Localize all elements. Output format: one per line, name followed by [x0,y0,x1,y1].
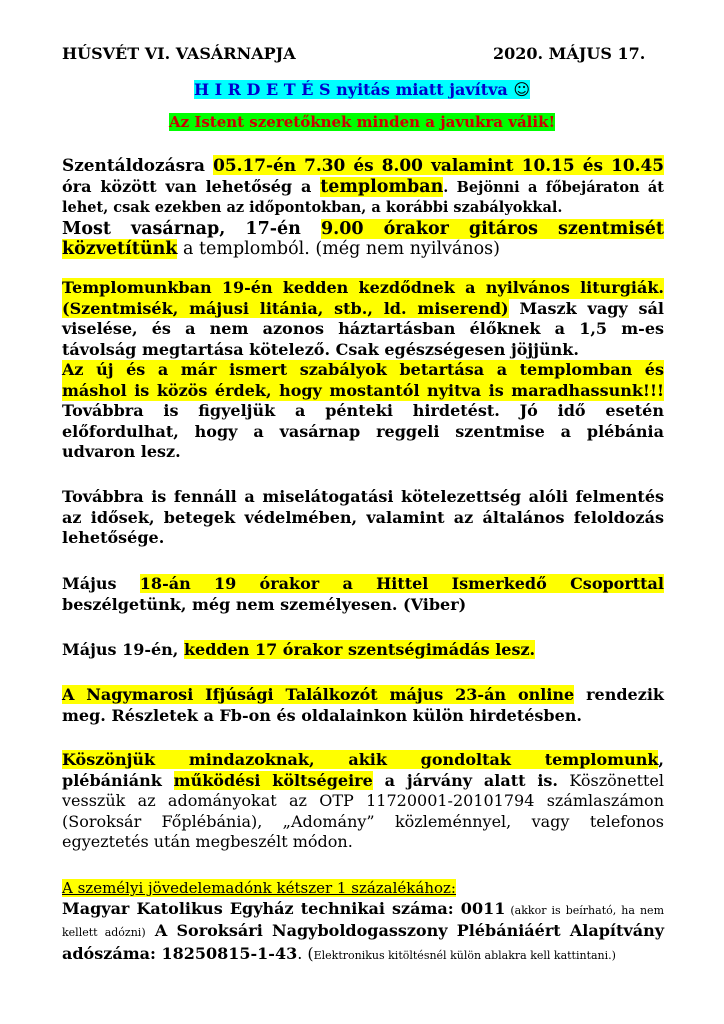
p4-line-1 [62,574,664,595]
p6-meeting: A Nagymarosi Ifjúsági Találkozót május 23-án online [62,685,575,704]
p2-line-3: viselése, és a nem azonos háztartásban élőknek a 1,5 m-es [62,319,664,338]
p1-broadcast: közvetítünk [62,239,178,259]
p7-thanks: Köszönjük mindazoknak, akik gondoltak templomunk [62,750,659,769]
p8-electronic: Elektronikus kitöltésnél külön ablakra kell kattintani.) [313,948,616,962]
motto-line [0,113,724,131]
p5-line-1 [62,640,664,661]
p1-line-4 [62,219,664,240]
p1-entry: . Bejönni a főbejáraton át [443,178,664,196]
p3-line-2: az idősek, betegek védelmében, valamint az általános feloldozás [62,507,664,527]
paragraph-thanks [62,750,664,853]
p5-date: Május 19-én, [62,640,184,659]
p6-organize: rendezik [574,685,664,704]
p2-line-7: Továbbra is figyeljük a pénteki hirdetést. Jó idő esetén [62,401,664,420]
p7-line-5: egyeztetés után megbeszélt módon. [62,832,353,851]
paragraph-liturgy [62,278,664,463]
paragraph-adoration [62,640,664,661]
p8-paren: . ( [297,943,314,963]
p7-parish: plébániánk [62,770,174,790]
p4-line-2: beszélgetünk, még nem személyesen. (Viber) [62,594,467,614]
p1-text-2: óra között van lehetőség a [62,176,321,196]
p8-line-4 [62,944,664,967]
p7-gratitude: Köszönettel [558,770,665,790]
p6-line-2: meg. Részletek a Fb-on és oldalainkon külön hirdetésben. [62,705,582,725]
p6-line-1 [62,685,664,706]
paragraph-tax [62,878,664,966]
p1-line-5 [62,239,664,260]
p7-line-2 [62,771,664,792]
p2-line-1: Templomunkban 19-én kedden kezdődnek a nyilvános liturgiák. [62,278,664,297]
p1-sunday: Most vasárnap, 17-én [62,218,321,239]
p7-costs: működési költségeire [173,770,373,790]
p7-comma: , [658,750,664,769]
title-rest: nyitás miatt javítva [330,80,514,99]
p8-tax-title: A személyi jövedelemadónk kétszer 1 százalékához: [62,879,456,897]
p1-from-church: a templomból. (még nem nyilvános) [177,239,500,259]
p1-church: templomban [320,176,444,197]
p2-line-9: udvaron lesz. [62,442,181,461]
paragraph-group [62,574,664,615]
p1-text: Szentáldozásra [62,155,214,175]
p3-line-3: lehetősége. [62,528,165,547]
p7-line-1 [62,750,664,771]
p4-may: Május [62,574,140,593]
p8-note: (akkor is beírható, ha nem [505,903,664,917]
p1-times: 05.17-én 7.30 és 8.00 valamint 10.15 és 10.45 [213,155,664,175]
p7-epidemic: a járvány alatt is. [372,770,558,790]
p8-church-number: Magyar Katolikus Egyház technikai száma: 0011 [62,898,506,918]
p8-line-1 [62,878,664,899]
p2-mask: Maszk vagy sál [508,298,664,318]
smiley-icon: ☺ [513,80,531,99]
p2-line-2 [62,299,664,320]
motto: Az Istent szeretőknek minden a javukra válik! [168,113,556,131]
p2-masses: (Szentmisék, májusi litánia, stb., ld. miserend) [62,298,509,318]
p7-line-3: vesszük az adományokat az OTP 11720001-20101794 számlaszámon [62,791,664,810]
p2-line-4: távolság megtartása kötelező. Csak egészségesen jöjjünk. [62,339,579,359]
p1-line-1 [62,155,664,177]
p1-line-2 [62,177,664,199]
header-date: 2020. MÁJUS 17. [493,44,646,63]
p3-line-1: Továbbra is fennáll a miselátogatási kötelezettség alóli felmentés [62,487,664,506]
p4-meeting: 18-án 19 órakor a Hittel Ismerkedő Csoporttal [139,574,665,593]
p8-line-2 [62,899,664,922]
title-line [0,80,724,99]
header-feast: HÚSVÉT VI. VASÁRNAPJA [62,44,296,63]
p8-line-3 [62,921,664,944]
title-highlight [194,80,530,99]
p1-mass-time: 9.00 órakor gitáros szentmisét [320,218,664,239]
p8-note-2: kellett adózni) [62,926,146,939]
p2-line-5: Az új és a már ismert szabályok betartása a templomban és [62,360,664,379]
p8-tax-number: adószáma: 18250815-1-43 [62,943,298,963]
p2-line-8: előfordulhat, hogy a vasárnap reggeli szentmise a plébánia [62,421,664,441]
p8-foundation: A Soroksári Nagyboldogasszony Plébániáért Alapítvány [145,921,664,940]
p2-line-6: máshol is közös érdek, hogy mostantól nyitva is maradhassunk!!! [62,380,664,400]
title-hirdetes: H I R D E T É S [193,80,331,99]
p5-adoration: kedden 17 órakor szentségimádás lesz. [183,640,536,659]
p1-line-3: lehet, csak ezekben az időpontokban, a korábbi szabályokkal. [62,199,563,216]
paragraph-youth-meeting [62,685,664,726]
paragraph-communion [62,155,664,260]
paragraph-dispensation [62,487,664,549]
p7-line-4: (Soroksár Főplébánia), „Adomány” közleménnyel, vagy telefonos [62,811,664,831]
